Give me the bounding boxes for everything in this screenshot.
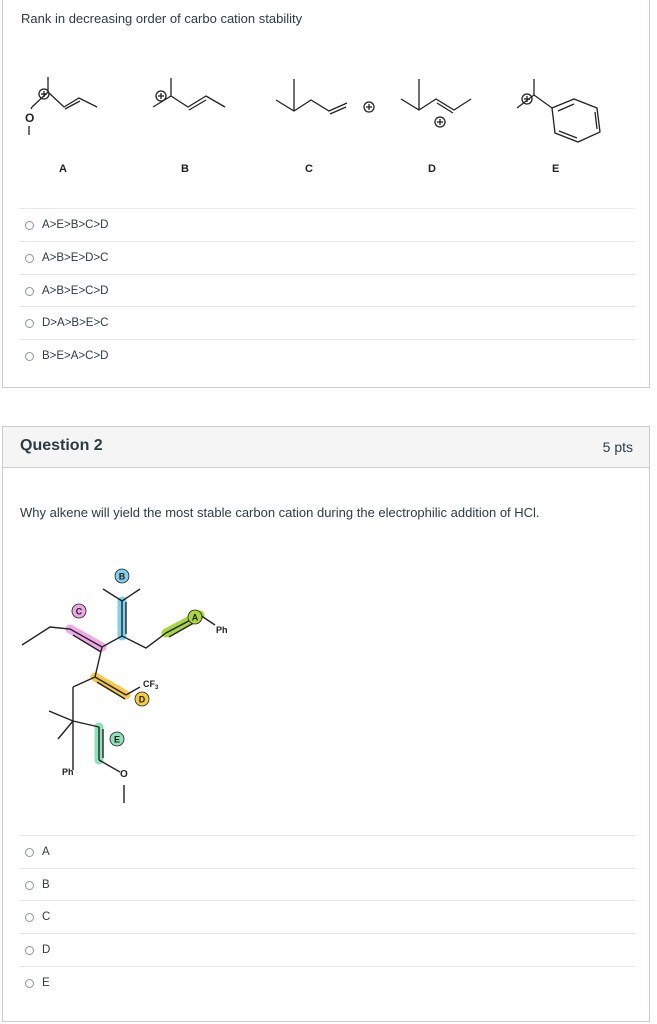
molecule-d (401, 79, 471, 127)
tag-a (188, 610, 202, 624)
answer-label: D>A>B>E>C (42, 317, 109, 329)
answer-option[interactable] (19, 900, 635, 933)
answer-label: C (42, 911, 51, 923)
alkene-diagram (3, 563, 303, 825)
radio-button[interactable] (25, 254, 34, 263)
molecule-label-a: A (59, 163, 67, 175)
answer-option[interactable] (19, 274, 635, 307)
molecule-a (29, 77, 97, 135)
radio-button[interactable] (25, 848, 34, 857)
svg-text:D: D (138, 694, 146, 705)
molecule-label-c: C (305, 163, 313, 175)
radio-button[interactable] (25, 352, 34, 361)
radio-button[interactable] (25, 881, 34, 890)
svg-text:A: A (191, 612, 199, 623)
molecule-c (276, 79, 374, 114)
answer-label: B (42, 879, 50, 891)
svg-text:E: E (113, 734, 121, 745)
question-2-title: Question 2 (20, 437, 103, 454)
answer-label: A>B>E>D>C (42, 252, 109, 264)
answer-label: E (42, 977, 50, 989)
answer-option[interactable] (19, 306, 635, 339)
oxygen-label: O (25, 111, 35, 125)
radio-button[interactable] (25, 979, 34, 988)
tag-b (115, 569, 129, 583)
molecule-e (517, 79, 600, 142)
molecule-label-e: E (552, 163, 560, 175)
question-2-points: 5 pts (602, 439, 633, 455)
svg-text:C: C (75, 606, 83, 617)
tag-d (135, 692, 149, 706)
cf3-label: $CF_3$ (143, 679, 159, 691)
answer-option[interactable] (19, 933, 635, 966)
answer-label: D (42, 944, 51, 956)
answer-option[interactable] (19, 835, 635, 868)
answer-option[interactable] (19, 208, 635, 241)
question-2-prompt: Why alkene will yield the most stable carbon cation during the electrophilic addition of HCl. (20, 505, 540, 520)
tag-e (110, 732, 124, 746)
carbocation-structures (3, 65, 651, 183)
molecule-label-d: D (428, 163, 436, 175)
radio-button[interactable] (25, 319, 34, 328)
answer-option[interactable] (19, 339, 635, 372)
svg-text:B: B (118, 571, 126, 582)
question-1-card (2, 0, 650, 388)
ph-label-lower: Ph (62, 767, 74, 777)
radio-button[interactable] (25, 946, 34, 955)
answer-label: A>E>B>C>D (42, 219, 109, 231)
ph-label: Ph (216, 625, 228, 635)
radio-button[interactable] (25, 221, 34, 230)
oxygen-label: O (120, 769, 128, 780)
answer-label: A (42, 846, 50, 858)
radio-button[interactable] (25, 287, 34, 296)
answer-label: A>B>E>C>D (42, 285, 109, 297)
molecule-b (153, 78, 225, 110)
question-2-header (3, 427, 649, 468)
radio-button[interactable] (25, 913, 34, 922)
molecule-label-b: B (181, 163, 189, 175)
answer-option[interactable] (19, 241, 635, 274)
question-2-card (2, 426, 650, 1022)
tag-c (72, 604, 86, 618)
question-1-prompt: Rank in decreasing order of carbo cation stability (21, 11, 303, 26)
answer-option[interactable] (19, 966, 635, 999)
answer-label: B>E>A>C>D (42, 350, 109, 362)
answer-option[interactable] (19, 868, 635, 901)
